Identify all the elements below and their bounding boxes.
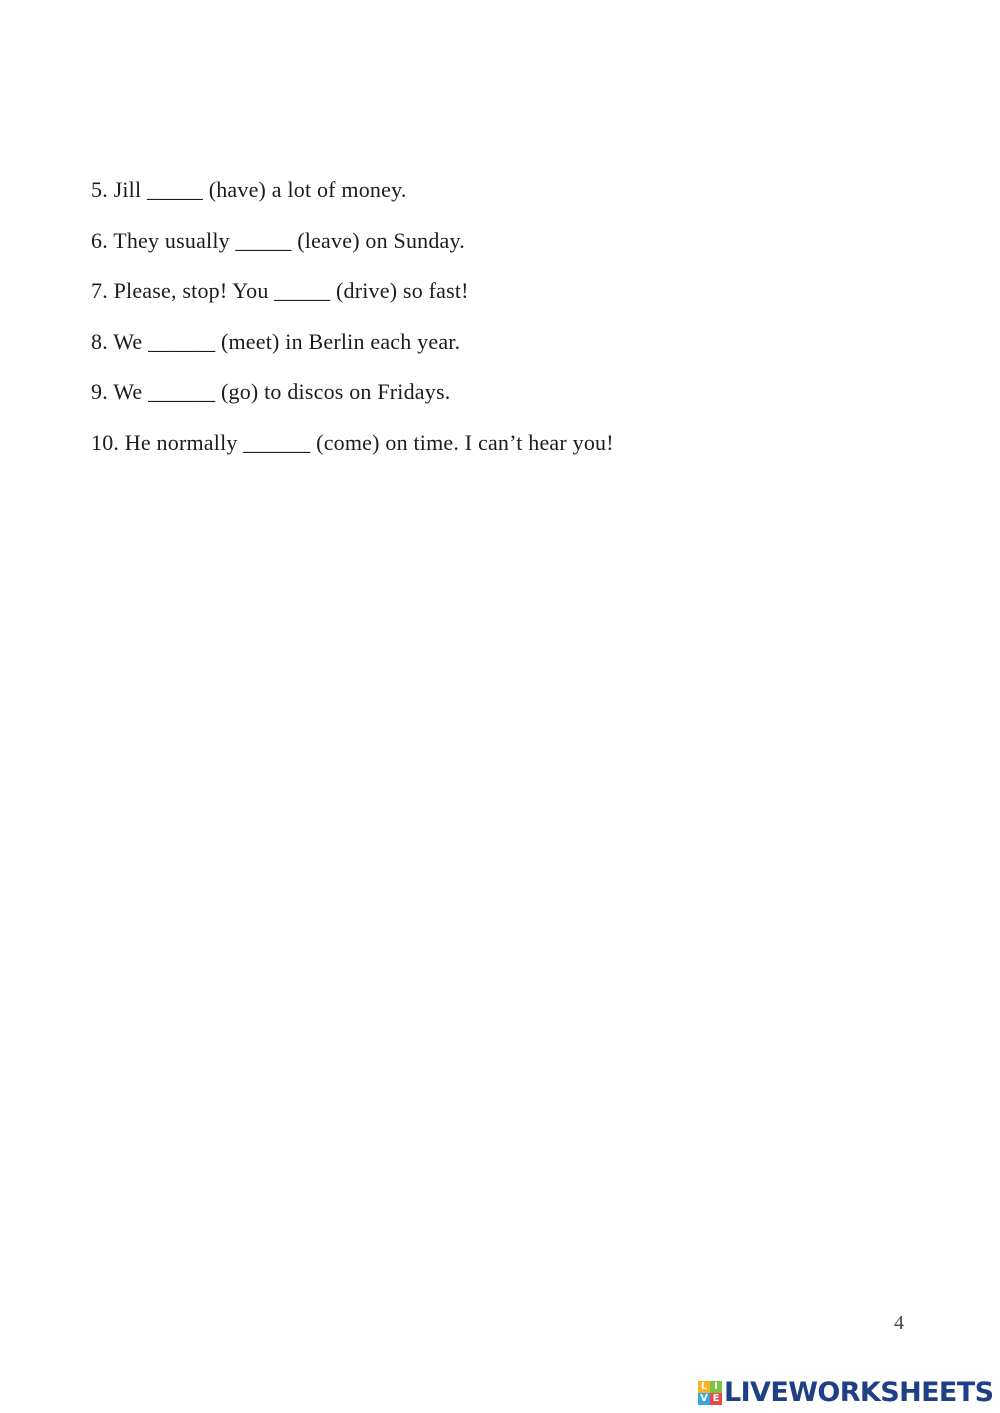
brand-name: LIVEWORKSHEETS	[724, 1377, 994, 1408]
liveworksheets-brand[interactable]	[698, 1376, 993, 1410]
logo-cell: V	[698, 1393, 710, 1405]
page-number: 4	[894, 1312, 904, 1334]
logo-cell: E	[710, 1393, 722, 1405]
exercise-item-6: 6. They usually _____ (leave) on Sunday.	[91, 227, 465, 253]
exercise-list	[91, 173, 951, 477]
exercise-item-5: 5. Jill _____ (have) a lot of money.	[91, 177, 407, 202]
exercise-item-8: 8. We ______ (meet) in Berlin each year.	[91, 328, 461, 354]
exercise-item-10: 10. He normally ______ (come) on time. I can’t hear you!	[91, 429, 614, 455]
liveworksheets-logo-icon	[698, 1381, 722, 1405]
logo-cell: I	[710, 1381, 722, 1393]
exercise-item-7: 7. Please, stop! You _____ (drive) so fast!	[91, 278, 469, 304]
exercise-item-9: 9. We ______ (go) to discos on Fridays.	[91, 379, 451, 405]
logo-cell: L	[698, 1381, 710, 1393]
